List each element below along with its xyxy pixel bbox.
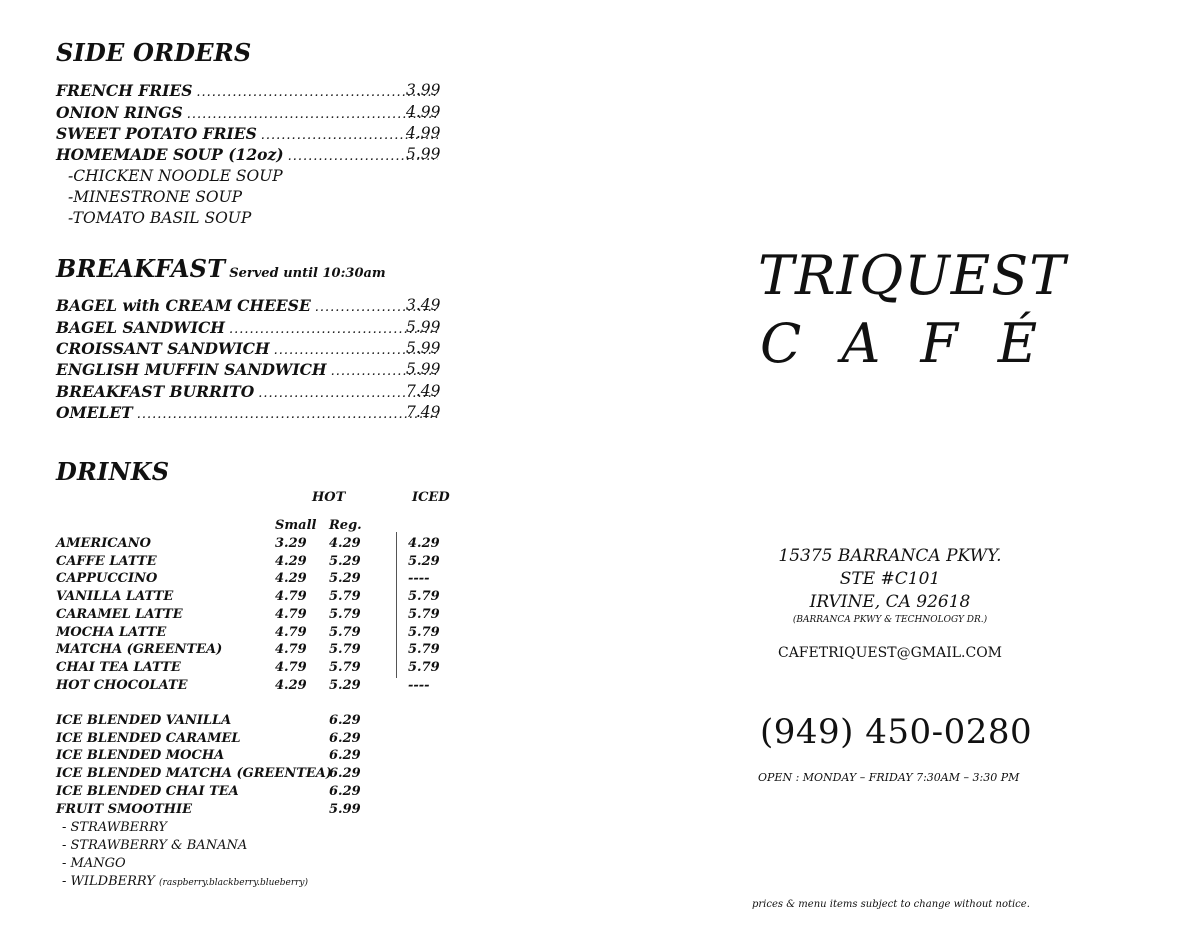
smoothie-option: - MANGO bbox=[62, 856, 126, 871]
hot-column-header: HOT bbox=[312, 490, 346, 505]
item-name: HOMEMADE SOUP (12oz) bbox=[56, 145, 284, 164]
menu-item bbox=[56, 103, 441, 124]
drinks-heading: DRINKS bbox=[56, 457, 170, 486]
item-price: 4.99 bbox=[406, 103, 441, 121]
menu-item bbox=[56, 296, 441, 317]
item-price: 5.99 bbox=[406, 318, 441, 336]
price-iced: ---- bbox=[408, 571, 430, 587]
breakfast-title: BREAKFAST bbox=[56, 254, 226, 283]
menu-item bbox=[56, 403, 441, 424]
drink-name: HOT CHOCOLATE bbox=[56, 677, 188, 693]
price-regular: 5.29 bbox=[329, 571, 361, 587]
price-regular: 5.79 bbox=[329, 606, 361, 622]
menu-item bbox=[56, 318, 441, 339]
smoothie-option: - STRAWBERRY & BANANA bbox=[62, 838, 248, 853]
price-small: 4.29 bbox=[275, 553, 307, 569]
drink-name: ICE BLENDED CHAI TEA bbox=[56, 783, 239, 799]
item-name: BREAKFAST BURRITO bbox=[56, 382, 255, 401]
small-size-header: Small bbox=[275, 518, 317, 533]
item-name: SWEET POTATO FRIES bbox=[56, 124, 257, 143]
drink-price: 6.29 bbox=[329, 730, 361, 746]
price-small: 4.79 bbox=[275, 606, 307, 622]
price-small: 4.79 bbox=[275, 589, 307, 605]
item-name: BAGEL with CREAM CHEESE bbox=[56, 296, 311, 315]
item-price: 7.49 bbox=[406, 382, 441, 400]
breakfast-subtitle: Served until 10:30am bbox=[229, 266, 386, 281]
side-orders-heading: SIDE ORDERS bbox=[56, 38, 252, 67]
menu-item bbox=[56, 339, 441, 360]
item-price: 5.99 bbox=[406, 339, 441, 357]
iced-column-header: ICED bbox=[412, 490, 450, 505]
price-small: 3.29 bbox=[275, 536, 307, 551]
menu-item bbox=[56, 145, 441, 166]
smoothie-option: - STRAWBERRY bbox=[62, 820, 167, 835]
cafe-name-line1: TRIQUEST bbox=[758, 244, 1067, 307]
menu-item bbox=[56, 81, 441, 102]
menu-item bbox=[56, 360, 441, 381]
address-line1: 15375 BARRANCA PKWY. bbox=[778, 546, 1002, 566]
drink-name: VANILLA LATTE bbox=[56, 589, 174, 605]
price-regular: 5.79 bbox=[329, 642, 361, 658]
breakfast-heading bbox=[56, 254, 386, 283]
price-iced: 5.79 bbox=[408, 642, 440, 658]
drink-price: 6.29 bbox=[329, 766, 361, 782]
email-address: CAFETRIQUEST@GMAIL.COM bbox=[777, 645, 1003, 661]
drink-name: ICE BLENDED MATCHA (GREENTEA) bbox=[56, 766, 333, 782]
price-notice: prices & menu items subject to change without notice. bbox=[752, 899, 1030, 910]
drink-price: 6.29 bbox=[329, 713, 361, 728]
drink-name: CHAI TEA LATTE bbox=[56, 659, 181, 675]
regular-size-header: Reg. bbox=[329, 518, 362, 533]
price-iced: 5.79 bbox=[408, 659, 440, 675]
iced-column-divider bbox=[396, 532, 397, 678]
soup-option: -CHICKEN NOODLE SOUP bbox=[68, 167, 283, 185]
price-iced: 5.79 bbox=[408, 624, 440, 640]
price-regular: 5.79 bbox=[329, 624, 361, 640]
price-iced: 5.29 bbox=[408, 553, 440, 569]
item-price: 7.49 bbox=[406, 403, 441, 421]
drink-name: ICE BLENDED CARAMEL bbox=[56, 730, 241, 746]
drink-name: FRUIT SMOOTHIE bbox=[56, 801, 193, 817]
item-name: CROISSANT SANDWICH bbox=[56, 339, 270, 358]
item-name: FRENCH FRIES bbox=[56, 81, 193, 100]
price-regular: 5.79 bbox=[329, 659, 361, 675]
wildberry-label: - WILDBERRY bbox=[62, 874, 155, 889]
price-regular: 5.29 bbox=[329, 677, 361, 693]
drink-name: AMERICANO bbox=[56, 536, 151, 551]
price-small: 4.79 bbox=[275, 624, 307, 640]
drink-name: CAPPUCCINO bbox=[56, 571, 158, 587]
item-price: 5.99 bbox=[406, 360, 441, 378]
soup-option: -TOMATO BASIL SOUP bbox=[68, 209, 252, 227]
phone-number: (949) 450-0280 bbox=[760, 712, 1033, 752]
item-price: 3.99 bbox=[406, 81, 441, 99]
item-name: ONION RINGS bbox=[56, 103, 183, 122]
address-line3: IRVINE, CA 92618 bbox=[809, 592, 971, 612]
drink-name: CARAMEL LATTE bbox=[56, 606, 183, 622]
price-regular: 4.29 bbox=[329, 536, 361, 551]
cross-streets: (BARRANCA PKWY & TECHNOLOGY DR.) bbox=[792, 615, 988, 625]
price-small: 4.29 bbox=[275, 571, 307, 587]
price-iced: ---- bbox=[408, 677, 430, 693]
drink-price: 6.29 bbox=[329, 748, 361, 764]
drink-price: 6.29 bbox=[329, 783, 361, 799]
soup-option: -MINESTRONE SOUP bbox=[68, 188, 243, 206]
menu-item bbox=[56, 124, 441, 145]
opening-hours: OPEN : MONDAY – FRIDAY 7:30AM – 3:30 PM bbox=[758, 771, 1020, 784]
item-price: 3.49 bbox=[406, 296, 441, 314]
price-small: 4.29 bbox=[275, 677, 307, 693]
price-small: 4.79 bbox=[275, 642, 307, 658]
price-iced: 5.79 bbox=[408, 589, 440, 605]
item-price: 5.99 bbox=[406, 145, 441, 163]
drink-name: MATCHA (GREENTEA) bbox=[56, 642, 223, 658]
drink-name: CAFFE LATTE bbox=[56, 553, 157, 569]
item-name: BAGEL SANDWICH bbox=[56, 318, 225, 337]
item-price: 4.99 bbox=[406, 124, 441, 142]
drink-name: ICE BLENDED MOCHA bbox=[56, 748, 225, 764]
drink-name: ICE BLENDED VANILLA bbox=[56, 713, 232, 728]
item-name: OMELET bbox=[56, 403, 133, 422]
drink-name: MOCHA LATTE bbox=[56, 624, 167, 640]
price-iced: 5.79 bbox=[408, 606, 440, 622]
item-name: ENGLISH MUFFIN SANDWICH bbox=[56, 360, 327, 379]
cafe-name-line2: CAFÉ bbox=[760, 312, 1078, 375]
price-regular: 5.29 bbox=[329, 553, 361, 569]
address-line2: STE #C101 bbox=[839, 569, 941, 589]
price-small: 4.79 bbox=[275, 659, 307, 675]
price-regular: 5.79 bbox=[329, 589, 361, 605]
drink-price: 5.99 bbox=[329, 801, 361, 817]
menu-item bbox=[56, 382, 441, 403]
smoothie-option bbox=[62, 874, 308, 889]
wildberry-note: (raspberry.blackberry.blueberry) bbox=[159, 878, 309, 888]
price-iced: 4.29 bbox=[408, 536, 440, 551]
